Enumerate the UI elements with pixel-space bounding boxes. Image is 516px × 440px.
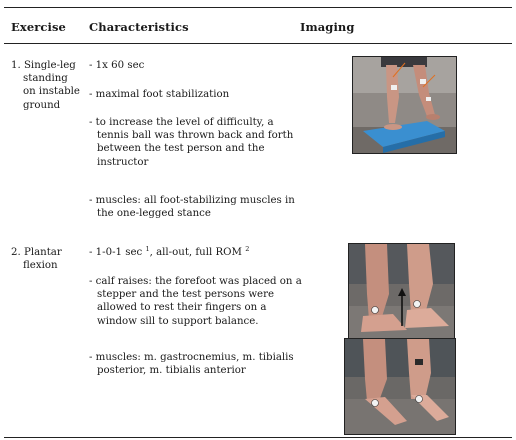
footnote-marker-1: 1	[145, 245, 150, 253]
exercise-1-line: 1. Single-leg	[11, 60, 76, 71]
exercise-2-calf-raises: - calf raises: the forefoot was placed on a stepper and the test persons were allowed to rest their fingers on a window sill to support balance.	[89, 276, 302, 327]
header-imaging: Imaging	[300, 20, 355, 34]
header-characteristics: Characteristics	[89, 20, 189, 34]
exercise-1-duration: - 1x 60 sec	[89, 60, 145, 71]
exercise-2-line: 2. Plantar	[11, 247, 62, 258]
exercise-1-focus: - maximal foot stabilization	[89, 89, 230, 100]
exercise-2-muscles: - muscles: m. gastrocnemius, m. tibialis posterior, m. tibialis anterior	[89, 352, 294, 377]
timing-mid: , all-out, full ROM	[149, 247, 242, 258]
table-header-rule	[4, 43, 512, 44]
exercise-1-difficulty: - to increase the level of difficulty, a tennis ball was thrown back and forth between the test person and the instructor	[89, 117, 294, 168]
exercise-1-muscles: - muscles: all foot-stabilizing muscles in the one-legged stance	[89, 195, 295, 220]
exercise-1-line: ground	[23, 99, 61, 111]
exercise-1-line: on instable	[23, 86, 80, 98]
exercise-2-timing	[89, 246, 304, 259]
exercise-1-name	[11, 59, 86, 112]
table-top-rule	[4, 7, 512, 8]
exercise-2-name	[11, 246, 86, 272]
table-bottom-rule	[4, 437, 512, 438]
exercise-1-line: standing	[23, 73, 68, 85]
exercise-2-line: flexion	[23, 260, 58, 272]
calf-raise-end-photo	[344, 338, 456, 435]
timing-prefix: - 1-0-1 sec	[89, 247, 143, 258]
header-exercise: Exercise	[11, 20, 66, 34]
footnote-marker-2: 2	[245, 245, 250, 253]
calf-raise-start-photo	[348, 243, 455, 339]
single-leg-balance-photo	[352, 56, 457, 154]
